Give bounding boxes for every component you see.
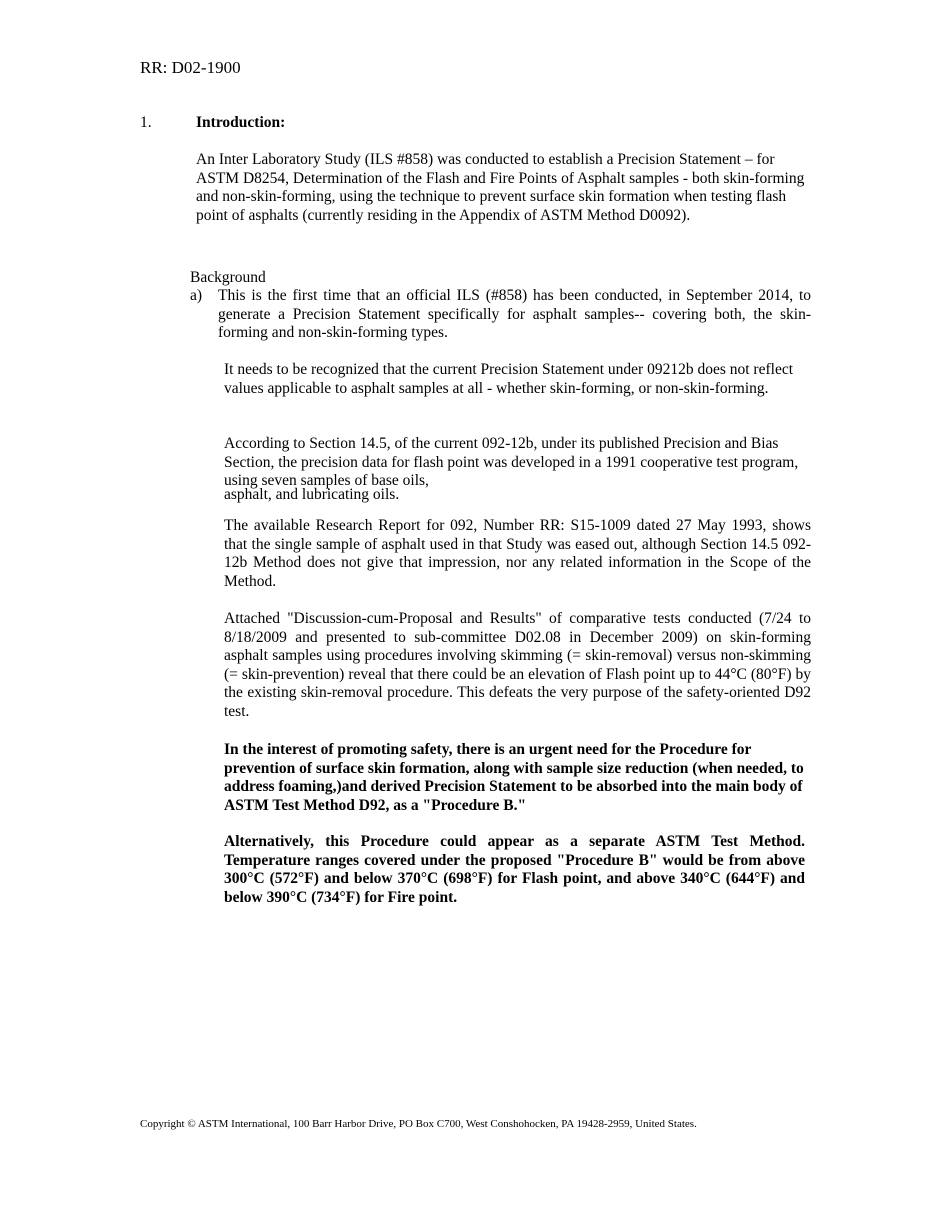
section-number: 1. <box>140 114 152 131</box>
list-marker-a: a) <box>190 287 203 304</box>
paragraph-research-report: The available Research Report for 092, Number RR: S15-1009 dated 27 May 1993, shows that the single sample of asphalt used in that Study was eased out, although Section 14.5 092-12b Method does not give that impression, nor any related information in the Scope of the Method. <box>224 517 811 590</box>
paragraph-safety-proposal: In the interest of promoting safety, there is an urgent need for the Procedure for prevention of surface skin formation, along with sample size reduction (when needed, to address foaming,)and derived Precision Statement to be absorbed into the main body of ASTM Test Method D92, as a "Procedure B." <box>224 741 804 814</box>
paragraph-precision-statement: It needs to be recognized that the current Precision Statement under 09212b does not reflect values applicable to asphalt samples at all - whether skin-forming, or non-skin-forming. <box>224 361 794 397</box>
section-title: Introduction: <box>196 114 286 131</box>
list-item-a: This is the first time that an official ILS (#858) has been conducted, in September 2014, to generate a Precision Statement specifically for asphalt samples-- covering both, the skin-forming and non-skin-forming types. <box>218 287 811 341</box>
intro-paragraph: An Inter Laboratory Study (ILS #858) was conducted to establish a Precision Statement – for ASTM D8254, Determination of the Flash and Fire Points of Asphalt samples - both skin-forming and non-skin-forming, using the technique to prevent surface skin formation when testing flash point of asphalts (currently residing in the Appendix of ASTM Method D0092). <box>196 151 805 224</box>
paragraph-section-14-5-tail: asphalt, and lubricating oils. <box>224 486 400 503</box>
paragraph-section-14-5: According to Section 14.5, of the current 092-12b, under its published Precision and Bias Section, the precision data for flash point was developed in a 1991 cooperative test program, using seven samples of base oils, <box>224 435 799 489</box>
document-id: RR: D02-1900 <box>140 58 241 77</box>
copyright-footer: Copyright © ASTM International, 100 Barr Harbor Drive, PO Box C700, West Conshohocken, PA 19428-2959, United States. <box>140 1118 697 1130</box>
background-heading: Background <box>190 269 266 286</box>
paragraph-alternative-procedure: Alternatively, this Procedure could appear as a separate ASTM Test Method. Temperature ranges covered under the proposed "Procedure B" would be from above 300°C (572°F) and below 370°C (698°F) for Flash point, and above 340°C (644°F) and below 390°C (734°F) for Fire point. <box>224 833 805 906</box>
paragraph-comparative-tests: Attached "Discussion-cum-Proposal and Results" of comparative tests conducted (7/24 to 8/18/2009 and presented to sub-committee D02.08 in December 2009) on skin-forming asphalt samples using procedures involving skimming (= skin-removal) versus non-skimming (= skin-prevention) reveal that there could be an elevation of Flash point up to 44°C (80°F) by the existing skin-removal procedure. This defeats the very purpose of the safety-oriented D92 test. <box>224 610 811 720</box>
